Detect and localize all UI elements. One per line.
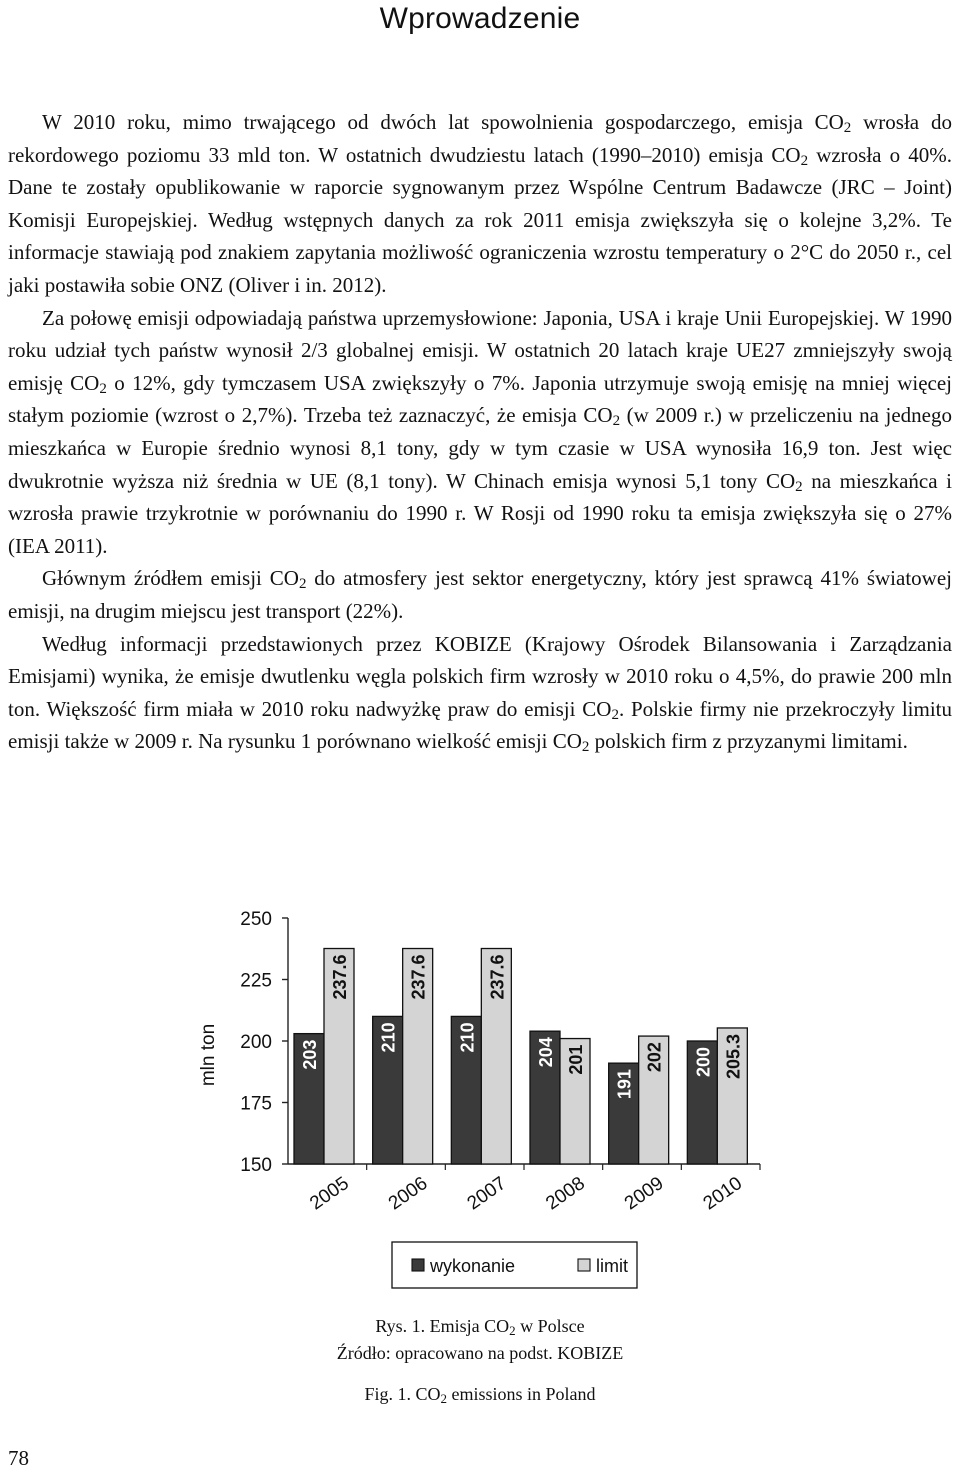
data-label-wykonanie-2008: 204 <box>536 1037 556 1068</box>
paragraph-4: Według informacji przedstawionych przez KOBIZE (Krajowy Ośrodek Bilansowania i Zarządzania Emisjami) wynika, że emisje dwutlenku węgla polskich firm wzrosły w 2010 roku o 4,5%, do prawie 200 mln ton. Większość firm miała w 2010 roku nadwyżkę praw do emisji $CO_2$. Polskie firmy nie przekroczyły limitu emisji także w 2009 r. Na rysunku 1 porównano wielkość emisji $CO_2$ polskich firm z przyzanymi limitami. <box>8 631 952 756</box>
data-label-limit-2005: 237.6 <box>330 954 350 1000</box>
data-label-limit-2007: 237.6 <box>487 954 508 1000</box>
legend-swatch-wykonanie <box>412 1259 424 1271</box>
subscript: 2 <box>611 706 619 723</box>
y-tick-label: 250 <box>240 909 272 930</box>
legend-label-wykonanie: wykonanie <box>430 1256 516 1276</box>
legend-swatch-limit <box>578 1259 590 1271</box>
subscript: 2 <box>843 120 852 136</box>
subscript: 2 <box>509 1323 516 1338</box>
y-tick-label: 175 <box>240 1093 272 1115</box>
section-title: Wprowadzenie <box>379 2 581 35</box>
page-number: 78 <box>8 1446 29 1470</box>
subscript: 2 <box>581 739 590 756</box>
x-tick-label: 2007 <box>463 1172 511 1215</box>
x-tick-label: 2010 <box>699 1172 747 1215</box>
paragraph-1: W 2010 roku, mimo trwającego od dwóch lat spowolnienia gospodarczego, emisja $CO_2$ wrosła do rekordowego poziomu 33 mld ton. W ostatnich dwudziestu latach (1990–2010) emisja $CO_2$ wzrosła o 40%. Dane te zostały opublikowanie w raporcie sygnowanym przez Wspólne Centrum Badawcze (JRC – Joint) Komisji Europejskiej. Według wstępnych danych za rok 2011 emisja zwiększyła się o kolejne 3,2%. Te informacje stawiają pod znakiem zapytania możliwość ograniczenia wzrostu temperatury o 2°C do 2050 r., cel jaki postawiła sobie ONZ (Oliver i in. 2012). <box>8 110 952 297</box>
figure-caption-pl: Rys. 1. Emisja $CO_2$ w Polsce <box>375 1316 585 1338</box>
subscript: 2 <box>800 152 809 169</box>
subscript: 2 <box>440 1391 447 1406</box>
data-label-wykonanie-2005: 203 <box>300 1039 320 1070</box>
figure-caption-en: Fig. 1. $CO_2$ emissions in Poland <box>364 1384 596 1406</box>
figure-source: Źródło: opracowano na podst. KOBIZE <box>336 1343 624 1363</box>
subscript: 2 <box>795 478 803 495</box>
y-tick-label: 225 <box>240 970 272 992</box>
data-label-limit-2006: 237.6 <box>408 954 429 1000</box>
x-tick-label: 2009 <box>620 1172 668 1215</box>
emissions-bar-chart <box>180 890 780 1300</box>
data-label-limit-2008: 201 <box>566 1044 586 1075</box>
subscript: 2 <box>298 576 307 593</box>
data-label-wykonanie-2010: 200 <box>693 1047 714 1078</box>
subscript: 2 <box>99 380 107 397</box>
body-text <box>8 106 952 758</box>
x-tick-label: 2008 <box>542 1172 589 1215</box>
data-label-limit-2009: 202 <box>644 1042 665 1073</box>
data-label-wykonanie-2009: 191 <box>614 1069 635 1100</box>
paragraph-3: Głównym źródłem emisji $CO_2$ do atmosfery jest sektor energetyczny, który jest sprawcą 41% światowej emisji, na drugim miejscu jest transport (22%). <box>8 566 952 623</box>
data-label-wykonanie-2007: 210 <box>457 1022 478 1053</box>
subscript: 2 <box>612 413 621 430</box>
x-tick-label: 2006 <box>384 1172 432 1215</box>
paragraph-2: Za połowę emisji odpowiadają państwa uprzemysłowione: Japonia, USA i kraje Unii Europejskiej. W 1990 roku udział tych państw wynosił 2/3 globalnej emisji. W ostatnich 20 latach kraje UE27 zmniejszyły swoją emisję $CO_2$ o 12%, gdy tymczasem USA zwiększyły o 7%. Japonia utrzymuje swoją emisję na mniej więcej stałym poziomie (wzrost o 2,7%). Trzeba też zaznaczyć, że emisja $CO_2$ (w 2009 r.) w przeliczeniu na jednego mieszkańca w Europie średnio wynosi 8,1 tony, gdy w tym czasie w USA wynosiła 16,9 ton. Jest więc dwukrotnie wyższa niż średnia w UE (8,1 tony). W Chinach emisja wynosi 5,1 tony $CO_2$ na mieszkańca i wzrosła prawie trzykrotnie w porównaniu do 1990 r. W Rosji od 1990 roku ta emisja zwiększyła się o 27% (IEA 2011). <box>8 305 952 558</box>
data-label-limit-2010: 205.3 <box>723 1033 744 1080</box>
y-tick-label: 200 <box>240 1032 272 1053</box>
data-label-wykonanie-2006: 210 <box>378 1022 399 1053</box>
y-tick-label: 150 <box>240 1155 272 1176</box>
y-axis-label: mln ton <box>198 1023 219 1087</box>
x-tick-label: 2005 <box>306 1172 353 1215</box>
legend-label-limit: limit <box>596 1256 628 1276</box>
